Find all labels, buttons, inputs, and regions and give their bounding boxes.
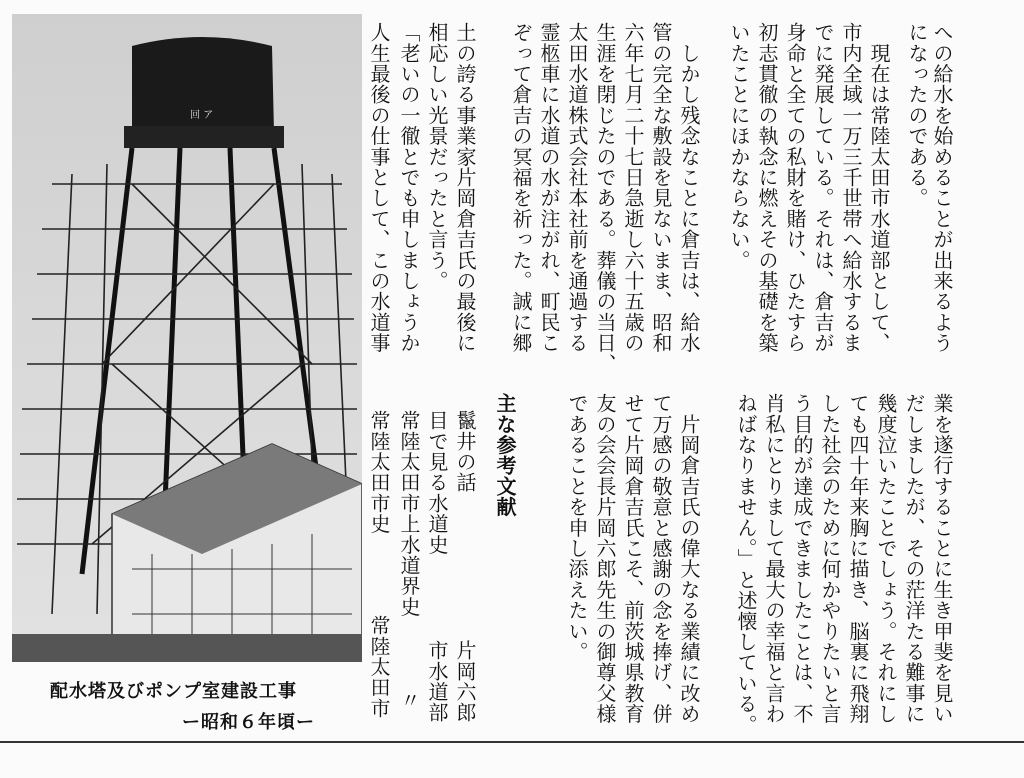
photo-caption-date: ー昭和６年頃ー — [182, 712, 315, 733]
text-column: 業を遂行することに生き甲斐を見い — [930, 393, 954, 725]
photo-caption: 配水塔及びポンプ室建設工事 — [50, 681, 297, 702]
text-column: いたことにほかならない。 — [727, 22, 751, 271]
text-column: への給水を始めることが出来るよう — [930, 22, 954, 354]
text-column: 生涯を閉じたのである。葬儀の当日、 — [593, 22, 617, 374]
text-column: であることを申し添えたい。 — [565, 393, 589, 663]
reference-author: 市水道部 — [425, 640, 449, 723]
text-column: しかし残念なことに倉吉は、給水 — [677, 22, 701, 354]
text-column: 相応しい光景だったと言う。 — [425, 22, 449, 292]
text-column: 友の会会長片岡六郎先生の御尊父様 — [593, 393, 617, 725]
text-column: ぞって倉吉の冥福を祈った。誠に郷 — [509, 22, 533, 354]
text-column: 「老いの一徹とでも申しましょうか — [397, 22, 421, 354]
text-column: になったのである。 — [905, 22, 929, 209]
text-column: 肖私にとりまして最大の幸福と言わ — [762, 393, 786, 725]
reference-title: 鬣井の話 — [453, 410, 477, 493]
text-column: 太田水道株式会社本社前を通過する — [565, 22, 589, 354]
text-column: 人生最後の仕事として、この水道事 — [367, 22, 391, 354]
text-column: した社会のために何かやりたいと言 — [818, 393, 842, 725]
text-column: て万感の敬意と感謝の念を捧げ、併 — [649, 393, 673, 725]
text-column: ねばなりません。」と述懐している。 — [734, 393, 758, 735]
reference-title: 目で見る水道史 — [425, 410, 449, 555]
text-column: 身命と全ての私財を賭け、ひたすら — [783, 22, 807, 354]
text-column: う目的が達成できましたことは、不 — [790, 393, 814, 725]
references-heading: 主な参考文献 — [493, 393, 517, 518]
text-column: 土の誇る事業家片岡倉吉氏の最後に — [453, 22, 477, 354]
reference-author: 常陸太田市 — [367, 615, 391, 719]
text-column: せて片岡倉吉氏こそ、前茨城県教育 — [621, 393, 645, 725]
text-column: 幾度泣いたことでしょう。それにし — [874, 393, 898, 725]
text-column: 管の完全な敷設を見ないまま、昭和 — [649, 22, 673, 354]
reference-author: 片岡六郎 — [453, 640, 477, 723]
text-column: 六年七月二十七日急逝し六十五歳の — [621, 22, 645, 354]
text-column: だしましたが、その茫洋たる難事に — [902, 393, 926, 725]
text-column: 市内全域一万三千世帯へ給水するま — [839, 22, 863, 354]
text-column: 霊柩車に水道の水が注がれ、町民こ — [537, 22, 561, 354]
text-column: 初志貫徹の執念に燃えその基礎を築 — [755, 22, 779, 354]
text-column: 現在は常陸太田市水道部として、 — [867, 22, 891, 354]
reference-author: 〃 — [397, 690, 421, 711]
bottom-rule — [0, 741, 1024, 743]
water-tower-photo — [12, 14, 362, 662]
text-column: 片岡倉吉氏の偉大なる業績に改め — [677, 393, 701, 725]
tank-mark: 回 ア — [190, 110, 214, 121]
reference-title: 常陸太田市史 — [367, 410, 391, 535]
text-column: でに発展している。それは、倉吉が — [811, 22, 835, 354]
reference-title: 常陸太田市上水道界史 — [397, 410, 421, 617]
text-column: ても四十年来胸に描き、脳裏に飛翔 — [846, 393, 870, 725]
